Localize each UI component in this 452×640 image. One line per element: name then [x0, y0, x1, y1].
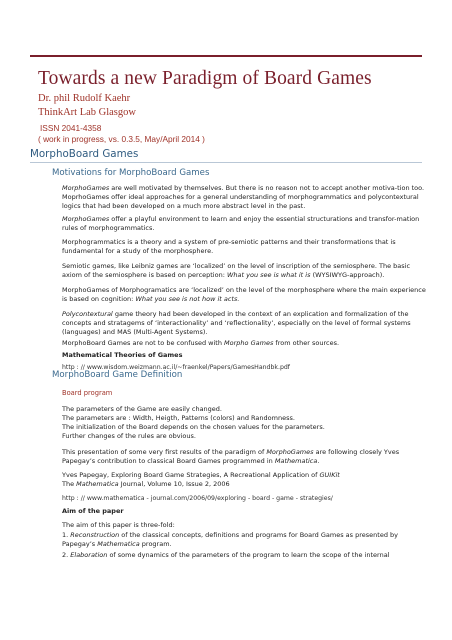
journal-link[interactable]	[62, 494, 428, 503]
emphasis: MorphoGames	[62, 215, 110, 223]
paragraph-1	[62, 184, 428, 211]
emphasis: MorphoGames	[62, 184, 110, 192]
text: .	[317, 457, 320, 466]
emphasis: Mathematica	[97, 540, 140, 549]
text: are well motivated by themselves. But there is no reason not to accept another motiva-tion too. MoprhoGames offer ideal approaches for a general understanding of morphogrammatics and polycontextural logics that had been developed on a much more abstract level in the past.	[62, 184, 425, 211]
aim-intro	[62, 521, 428, 530]
paragraph-5	[62, 286, 428, 304]
text: The aim of this paper is three-fold:	[62, 521, 175, 529]
url-text: http : // www.wisdom.weizmann.ac.il/~fraenkel/Papers/GamesHandbk.pdf	[62, 364, 290, 371]
bold-heading: Mathematical Theories of Games	[62, 351, 183, 359]
text: program.	[139, 540, 172, 549]
emphasis: Morpho Games	[224, 339, 274, 347]
line	[62, 471, 428, 480]
issn: ISSN 2041-4358	[40, 123, 102, 133]
emphasis: Reconstruction	[70, 531, 120, 539]
paragraph-7	[62, 339, 428, 348]
line: Further changes of the rules are obvious.	[62, 432, 196, 441]
emphasis: GUIKit	[319, 471, 340, 479]
aim-heading	[62, 507, 428, 516]
author-name: Dr. phil Rudolf Kaehr	[38, 93, 131, 104]
subsection-motivations-title: Motivations for MorphoBoard Games	[52, 168, 210, 178]
text: MorphoBoard Games are not to be confused with	[62, 339, 225, 347]
header-rule	[30, 55, 422, 57]
emphasis: Elaboration	[70, 551, 108, 559]
text: 2.	[62, 551, 71, 559]
line: The initialization of the Board depends on the chosen values for the parameters.	[62, 423, 325, 432]
emphasis: What you see is not how it acts.	[135, 295, 240, 304]
text: of the classical concepts, definitions and programs for Board Games as presented by Papegay’s	[62, 531, 398, 549]
text: (WYSIWYG-approach).	[310, 271, 385, 280]
text: The	[62, 480, 77, 489]
line	[62, 480, 428, 489]
text: Morphogrammatics is a theory and a system of pre-semiotic patterns and their transformations that is fundamental for a study of the morphosphere.	[62, 238, 396, 256]
references-heading	[62, 351, 428, 360]
bold-heading: Aim of the paper	[62, 507, 124, 515]
text: are following closely Yves Papegay’s contribution to classical Board Games programmed in	[62, 448, 400, 466]
board-program-label: Board program	[62, 389, 113, 397]
paragraph-6	[62, 310, 428, 337]
aim-item-1	[62, 531, 428, 549]
text: Semiotic games, like Leibniz games are ‘localized’ on the level of inscription of the semiosphere. The basic axiom of the semiosphere is based on perception:	[62, 262, 411, 280]
parameters-list	[62, 405, 428, 441]
text: offer a playful environment to learn and enjoy the essential structurations and transfor-mation rules of morphogrammatics.	[62, 215, 420, 233]
text: 1.	[62, 531, 71, 539]
subsection-definition-title: MorphoBoard Game Definition	[52, 370, 183, 380]
text: Journal, Volume 10, Issue 2, 2006	[118, 480, 230, 489]
emphasis: MorphoGames	[266, 448, 314, 456]
paragraph-3	[62, 238, 428, 256]
emphasis: Mathematica	[274, 457, 318, 466]
emphasis: Polycontextural	[62, 310, 113, 318]
text: Yves Papegay, Exploring Board Game Strategies, A Recreational Application of	[62, 471, 320, 479]
text: MorphoGames of Morphogramatics are ‘localized’ on the level of the morphosphere where the main experience is based on cognition:	[62, 286, 426, 304]
section-title: MorphoBoard Games	[30, 148, 422, 163]
text: from other sources.	[273, 339, 340, 347]
reference-papegay	[62, 471, 428, 489]
paragraph-presentation	[62, 448, 428, 466]
version-note: ( work in progress, vs. 0.3.5, May/April 2014 )	[38, 134, 205, 144]
aim-item-2	[62, 551, 428, 560]
text: This presentation of some very first results of the paradigm of	[62, 448, 267, 456]
emphasis: Mathematica	[76, 480, 119, 489]
emphasis: What you see is what it is	[226, 271, 311, 280]
text: of some dynamics of the parameters of the program to learn the scope of the internal	[107, 551, 390, 559]
url-text: http : // www.mathematica - journal.com/2006/09/exploring - board - game - strategies/	[62, 495, 333, 502]
paper-title: Towards a new Paradigm of Board Games	[38, 68, 372, 89]
affiliation: ThinkArt Lab Glasgow	[38, 107, 136, 118]
paragraph-2	[62, 215, 428, 233]
line: The parameters are : Width, Heigth, Patterns (colors) and Randomness.	[62, 414, 295, 423]
paragraph-4	[62, 262, 428, 280]
line: The parameters of the Game are easily changed.	[62, 405, 222, 413]
text: game theory had been developed in the context of an explication and formalization of the concepts and stratagems of ‘interactionality’ and ‘reflectionality’, especially on the level of formal systems (languages) and MAS (Multi-Agent Systems).	[62, 310, 411, 337]
